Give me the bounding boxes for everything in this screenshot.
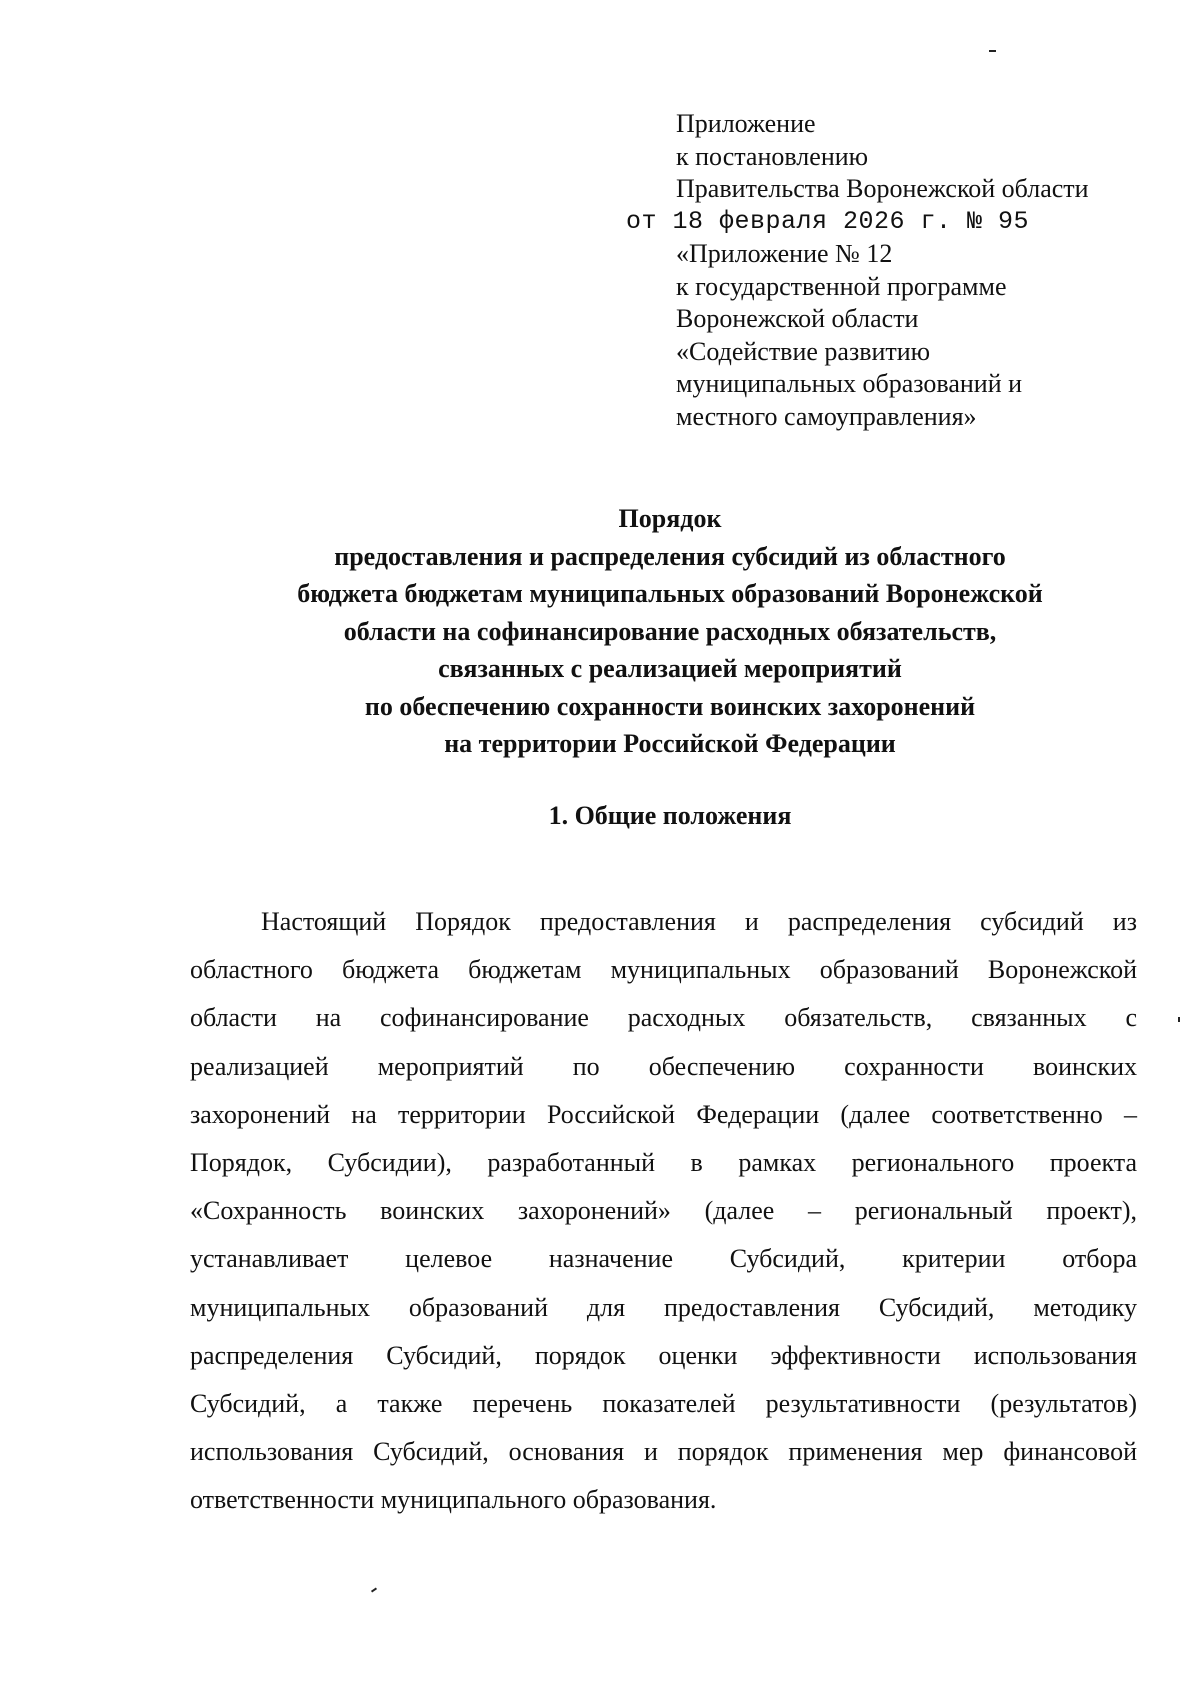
title-line: по обеспечению сохранности воинских захоронений bbox=[364, 691, 976, 721]
document-title bbox=[190, 500, 1150, 763]
paragraph-line: «Сохранность воинских захоронений» (далее – региональный проект), bbox=[190, 1196, 1137, 1226]
program-appendix-line: к государственной программе bbox=[676, 271, 1007, 301]
paragraph-line: захоронений на территории Российской Федерации (далее соответственно – bbox=[190, 1099, 1137, 1129]
program-appendix-line: местного самоуправления» bbox=[676, 401, 977, 431]
resolution-date-number: от 18 февраля 2026 г. № 95 bbox=[626, 206, 1030, 236]
appendix-line: Приложение bbox=[676, 109, 816, 138]
paragraph-line: устанавливает целевое назначение Субсидий, критерии отбора bbox=[190, 1244, 1137, 1274]
program-appendix-line: «Приложение № 12 bbox=[676, 239, 893, 268]
program-appendix-line: Воронежской области bbox=[676, 304, 919, 333]
scan-mark bbox=[989, 50, 996, 52]
paragraph-line: использования Субсидий, основания и порядок применения мер финансовой bbox=[190, 1437, 1137, 1467]
appendix-line: к постановлению bbox=[676, 141, 869, 171]
section-heading: 1. Общие положения bbox=[548, 801, 792, 830]
paragraph-line: Субсидий, а также перечень показателей результативности (результатов) bbox=[190, 1388, 1137, 1418]
paragraph-line: реализацией мероприятий по обеспечению сохранности воинских bbox=[190, 1051, 1137, 1081]
title-line: связанных с реализацией мероприятий bbox=[438, 654, 902, 683]
paragraph-line: ответственности муниципального образования. bbox=[190, 1485, 717, 1515]
appendix-line: Правительства Воронежской области bbox=[676, 174, 1089, 203]
scan-mark bbox=[371, 1587, 377, 1592]
body-paragraph bbox=[190, 898, 1137, 1524]
title-line: области на софинансирование расходных обязательств, bbox=[343, 616, 997, 646]
paragraph-line: Настоящий Порядок предоставления и распределения субсидий из bbox=[261, 907, 1137, 936]
appendix-header bbox=[626, 108, 1176, 433]
program-appendix-line: муниципальных образований и bbox=[676, 369, 1023, 398]
program-appendix-line: «Содействие развитию bbox=[676, 336, 931, 366]
paragraph-line: области на софинансирование расходных обязательств, связанных с bbox=[190, 1003, 1137, 1033]
paragraph-line: областного бюджета бюджетам муниципальных образований Воронежской bbox=[190, 955, 1137, 985]
title-line: Порядок bbox=[618, 504, 722, 533]
scan-mark bbox=[1178, 1017, 1180, 1022]
paragraph-line: Порядок, Субсидии), разработанный в рамках регионального проекта bbox=[190, 1147, 1137, 1177]
title-line: предоставления и распределения субсидий из областного bbox=[334, 541, 1006, 571]
title-line: бюджета бюджетам муниципальных образований Воронежской bbox=[297, 579, 1043, 608]
paragraph-line: распределения Субсидий, порядок оценки эффективности использования bbox=[190, 1340, 1137, 1370]
title-line: на территории Российской Федерации bbox=[444, 729, 896, 758]
paragraph-line: муниципальных образований для предоставления Субсидий, методику bbox=[190, 1292, 1137, 1322]
